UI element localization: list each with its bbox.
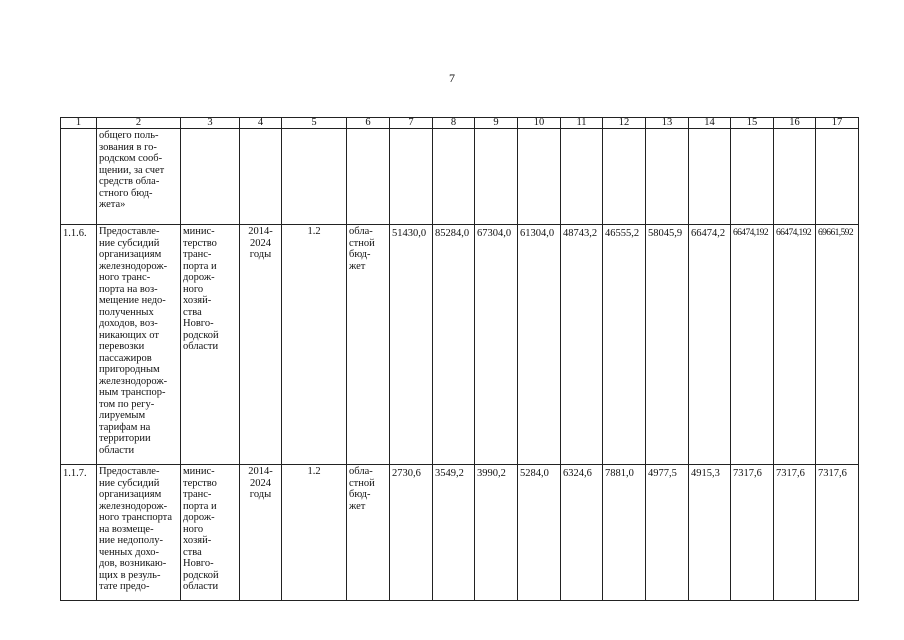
value-cell: 69661,592 — [816, 225, 859, 465]
value-cell — [689, 129, 731, 225]
column-number: 4 — [240, 118, 282, 129]
column-number: 10 — [518, 118, 561, 129]
value-cell: 6324,6 — [561, 465, 603, 601]
budget-table — [60, 117, 859, 601]
table-row — [61, 225, 859, 465]
value-cell — [731, 129, 774, 225]
target-indicator: 1.2 — [282, 465, 347, 601]
period — [240, 129, 282, 225]
measure-name: Предоставле- ние субсидий организациям железнодорож- ного транспорта на возмеще- ние недополу- ченных дохо- дов, возникаю- щих в резуль- тате предо- — [97, 465, 181, 601]
value-cell: 51430,0 — [390, 225, 433, 465]
value-cell — [561, 129, 603, 225]
column-number: 17 — [816, 118, 859, 129]
value-cell — [646, 129, 689, 225]
column-number: 8 — [433, 118, 475, 129]
measure-name: общего поль- зования в го- родском сооб- щении, за счет средств обла- стного бюд- жета» — [97, 129, 181, 225]
value-cell — [390, 129, 433, 225]
row-number: 1.1.7. — [61, 465, 97, 601]
value-cell: 3990,2 — [475, 465, 518, 601]
value-cell: 7317,6 — [731, 465, 774, 601]
measure-name: Предоставле- ние субсидий организациям железнодорож- ного транс- порта на воз- мещение недо- полученных доходов, воз- никающих от перевозки пассажиров пригородным железнодорож- ным транспор- том по регу- лируемым тарифам на территории области — [97, 225, 181, 465]
column-number: 2 — [97, 118, 181, 129]
value-cell — [518, 129, 561, 225]
value-cell: 61304,0 — [518, 225, 561, 465]
value-cell: 66474,2 — [689, 225, 731, 465]
value-cell: 66474,192 — [774, 225, 816, 465]
value-cell: 7317,6 — [816, 465, 859, 601]
target-indicator — [282, 129, 347, 225]
column-number: 16 — [774, 118, 816, 129]
value-cell: 4915,3 — [689, 465, 731, 601]
value-cell: 7881,0 — [603, 465, 646, 601]
value-cell: 48743,2 — [561, 225, 603, 465]
column-number: 14 — [689, 118, 731, 129]
value-cell — [433, 129, 475, 225]
executor: минис- терство транс- порта и дорож- ного хозяй- ства Новго- родской области — [181, 465, 240, 601]
value-cell: 5284,0 — [518, 465, 561, 601]
column-number: 11 — [561, 118, 603, 129]
executor: минис- терство транс- порта и дорож- ного хозяй- ства Новго- родской области — [181, 225, 240, 465]
value-cell — [774, 129, 816, 225]
value-cell: 7317,6 — [774, 465, 816, 601]
value-cell — [603, 129, 646, 225]
table-row — [61, 129, 859, 225]
target-indicator: 1.2 — [282, 225, 347, 465]
row-number — [61, 129, 97, 225]
value-cell: 85284,0 — [433, 225, 475, 465]
column-number-row — [61, 118, 859, 129]
column-number: 12 — [603, 118, 646, 129]
value-cell: 67304,0 — [475, 225, 518, 465]
column-number: 3 — [181, 118, 240, 129]
column-number: 5 — [282, 118, 347, 129]
value-cell: 46555,2 — [603, 225, 646, 465]
page-number: 7 — [449, 71, 455, 85]
row-number: 1.1.6. — [61, 225, 97, 465]
period: 2014- 2024 годы — [240, 225, 282, 465]
value-cell: 2730,6 — [390, 465, 433, 601]
value-cell — [475, 129, 518, 225]
period: 2014- 2024 годы — [240, 465, 282, 601]
value-cell — [816, 129, 859, 225]
funding-source — [347, 129, 390, 225]
value-cell: 66474,192 — [731, 225, 774, 465]
funding-source: обла- стной бюд- жет — [347, 225, 390, 465]
value-cell: 3549,2 — [433, 465, 475, 601]
executor — [181, 129, 240, 225]
value-cell: 58045,9 — [646, 225, 689, 465]
column-number: 9 — [475, 118, 518, 129]
column-number: 13 — [646, 118, 689, 129]
table-row — [61, 465, 859, 601]
value-cell: 4977,5 — [646, 465, 689, 601]
column-number: 7 — [390, 118, 433, 129]
funding-source: обла- стной бюд- жет — [347, 465, 390, 601]
column-number: 6 — [347, 118, 390, 129]
column-number: 15 — [731, 118, 774, 129]
column-number: 1 — [61, 118, 97, 129]
